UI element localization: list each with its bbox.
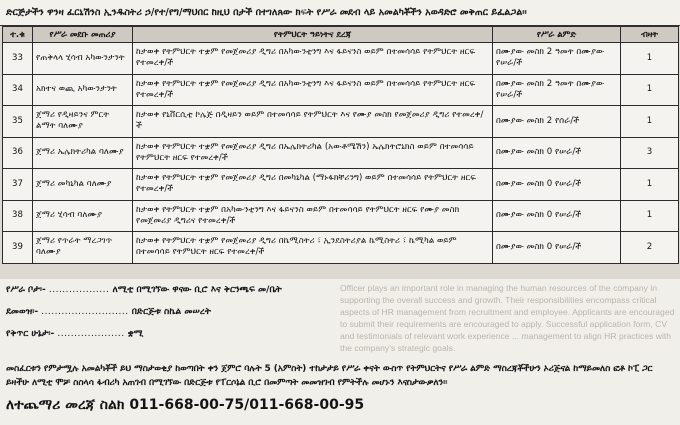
- employment-type-dots: ....................: [57, 329, 125, 339]
- work-place-dots: ..................: [48, 285, 110, 295]
- contact-phone: ለተጨማሪ መረጃ ስልክ 011-668-00-75/011-668-00-95: [6, 397, 365, 413]
- table-row: [3, 232, 679, 264]
- vacancy-header: ድርጅታችን ዋንዛ ፈርኒሽንስ ኢንዱስትሪ ኃ/የተ/የግ/ማህበር ከዚህ በታች በተገለጸው ክፍት የሥራ መደብ ላይ አመልካቾችን አወዳድሮ መቅጠር ይፈልጋል፡፡: [0, 0, 680, 26]
- position-quantity: 1: [621, 106, 679, 138]
- education-requirement: ከታወቀ የትምህርት ተቋም የመጀመሪያ ዲግሪ በአካውንቲንግ እና ፋይናንስ ወይም በተመሳሳይ የትምህርት ዘርፍ የተመረቀ/ች: [133, 43, 493, 75]
- table-header-row: [3, 27, 679, 43]
- salary-value: በድርጅቱ ስኬል መሠረት: [131, 307, 211, 317]
- position-quantity: 1: [621, 200, 679, 232]
- position-quantity: 1: [621, 169, 679, 201]
- experience-requirement: በሙያው መስክ 2 ዓመት በሙያው የሠራ/ች: [493, 43, 621, 75]
- position-title: ጀማሪ መካኒካል ባለሙያ: [33, 169, 133, 201]
- row-number: 35: [3, 106, 33, 138]
- row-number: 38: [3, 200, 33, 232]
- salary-line: [6, 307, 211, 317]
- table-row: [3, 169, 679, 201]
- education-requirement: ከታወቀ የትምህርት ተቋም የመጀመሪያ ዲግሪ በአካውንቲንግ እና ፋይናንስ ወይም በተመሳሳይ የትምህርት ዘርፍ የተመረቀ/ች: [133, 74, 493, 106]
- salary-dots: ..........................: [41, 307, 129, 317]
- row-number: 36: [3, 137, 33, 169]
- salary-label: ደመወዝ፡-: [6, 307, 39, 317]
- position-title: ጀማሪ የዲዛይንና ምርት ልማት ባለሙያ: [33, 106, 133, 138]
- position-title: ጀማሪ ኤሌክትሪካል ባለሙያ: [33, 137, 133, 169]
- position-title: ጀማሪ የጥራት ማረጋገጥ ባለሙያ: [33, 232, 133, 264]
- experience-requirement: በሙያው መስክ 2 ዓመት በሙያው የሠራ/ች: [493, 74, 621, 106]
- position-quantity: 3: [621, 137, 679, 169]
- education-requirement: ከታወቀ የትምህርት ተቋም የመጀመሪያ ዲግሪ በኤሌክትሪካል (አውቶሜሽን) ኤሌክትሮኒክስ ወይም በተመሳሳይ የትምህርት ዘርፍ የተመረቀ/ች: [133, 137, 493, 169]
- education-requirement: ከታወቀ የኒቨርሲቲ ኮሌጅ በዲዛይን ወይም በተመሳሳይ የትምህርት እና የሙያ መስክ የመጀመሪያ ዲግሪ የተመረቀ/ች: [133, 106, 493, 138]
- bleed-through-text: Officer plays an important role in managing the human resources of the company in supporting the overall success and growth. Their responsibilities encompass critical aspects of HR management from recruitment and employee. Applicants are encouraged to submit their requirements are encouraged to apply. Successful application form, CV and testimonials of relevant work experience ... management to align HR practices with the company's strategic goals.: [340, 283, 675, 353]
- table-row: [3, 106, 679, 138]
- position-title: የጠቅላላ ሂሳብ አካውንታንት: [33, 43, 133, 75]
- position-title: አክተና ወጪ አካውንታንት: [33, 74, 133, 106]
- vacancy-table: [2, 26, 679, 264]
- position-quantity: 1: [621, 74, 679, 106]
- column-header-no: ተ.ቁ: [3, 27, 33, 43]
- work-place-line: [6, 285, 282, 295]
- experience-requirement: በሙያው መስክ 0 የሠራ/ች: [493, 137, 621, 169]
- table-row: [3, 200, 679, 232]
- column-header-education: የትምህርት ዓይነትና ደረጃ: [133, 27, 493, 43]
- work-place-label: የሥራ ቦታ፡-: [6, 285, 46, 295]
- row-number: 39: [3, 232, 33, 264]
- position-quantity: 2: [621, 232, 679, 264]
- employment-type-value: ቋሚ: [127, 329, 144, 339]
- row-number: 37: [3, 169, 33, 201]
- position-title: ጀማሪ ሂሳብ ባለሙያ: [33, 200, 133, 232]
- table-row: [3, 43, 679, 75]
- column-header-quantity: ብዛት: [621, 27, 679, 43]
- education-requirement: ከታወቀ የትምህርት ተቋም በአካውንቲንግ እና ፋይናንስ ወይም በተመሳሳይ የትምህርት ዘርፍ የሙያ መስክ የመጀመሪያ ዲግሪና የተመረቀ/ች: [133, 200, 493, 232]
- education-requirement: ከታወቀ የትምህርት ተቋም የመጀመሪያ ዲግሪ በኬሚስትሪ ፣ ኢንደስትሪያል ኬሚስትሪ ፣ ኬሚካል ወይም በተመሳሳይ የትምህርት ዘርፍ የተመረቀ/ች: [133, 232, 493, 264]
- application-instructions: መስፈርቱን የምታሟሉ አመልካቾች ይህ ማስታወቂያ ከወጣበት ቀን ጀምሮ ባሉት 5 (አምስት) ተከታታይ የሥራ ቀናት ውስጥ የትምህርትና የሥራ ልምድ ማስረጃቾችሁን ኦሪጅናል ከማይመለስ ፎቶ ኮፒ ጋር ይዛችሁ ለሚቲ ሞቻ ስስላሳ ፋብሪካ አጠገብ በሚገኘው በድርጅቱ የፐርሶኔል ቢሮ በመምጣት መመዝገብ የምትችሉ መሆኑን እናስታውቃለን፡፡: [6, 364, 653, 388]
- row-number: 33: [3, 43, 33, 75]
- column-header-position: የሥራ መደቡ መጠሪያ: [33, 27, 133, 43]
- education-requirement: ከታወቀ የትምህርት ተቋም የመጀመሪያ ዲግሪ በመካኒካል (ማኑፋክቸሪንግ) ወይም በተመሳሳይ የትምህርት ዘርፍ የተመረቀ/ች: [133, 169, 493, 201]
- experience-requirement: በሙያው መስክ 0 የሠራ/ች: [493, 169, 621, 201]
- employment-type-label: የቅጥር ሁኔታ፡-: [6, 329, 55, 339]
- experience-requirement: በሙያው መስክ 0 የሠራ/ች: [493, 232, 621, 264]
- table-row: [3, 74, 679, 106]
- work-place-value: ለሚቲ በሚገኘው ዋናው ቢሮ እና ቅርንጫፍ መ/ቤት: [112, 285, 282, 295]
- employment-type-line: [6, 329, 143, 339]
- position-quantity: 1: [621, 43, 679, 75]
- row-number: 34: [3, 74, 33, 106]
- experience-requirement: በሙያው መስክ 2 የሰራ/ች: [493, 106, 621, 138]
- table-row: [3, 137, 679, 169]
- column-header-experience: የሥራ ልምድ: [493, 27, 621, 43]
- experience-requirement: በሙያው መስክ 0 የሠራ/ች: [493, 200, 621, 232]
